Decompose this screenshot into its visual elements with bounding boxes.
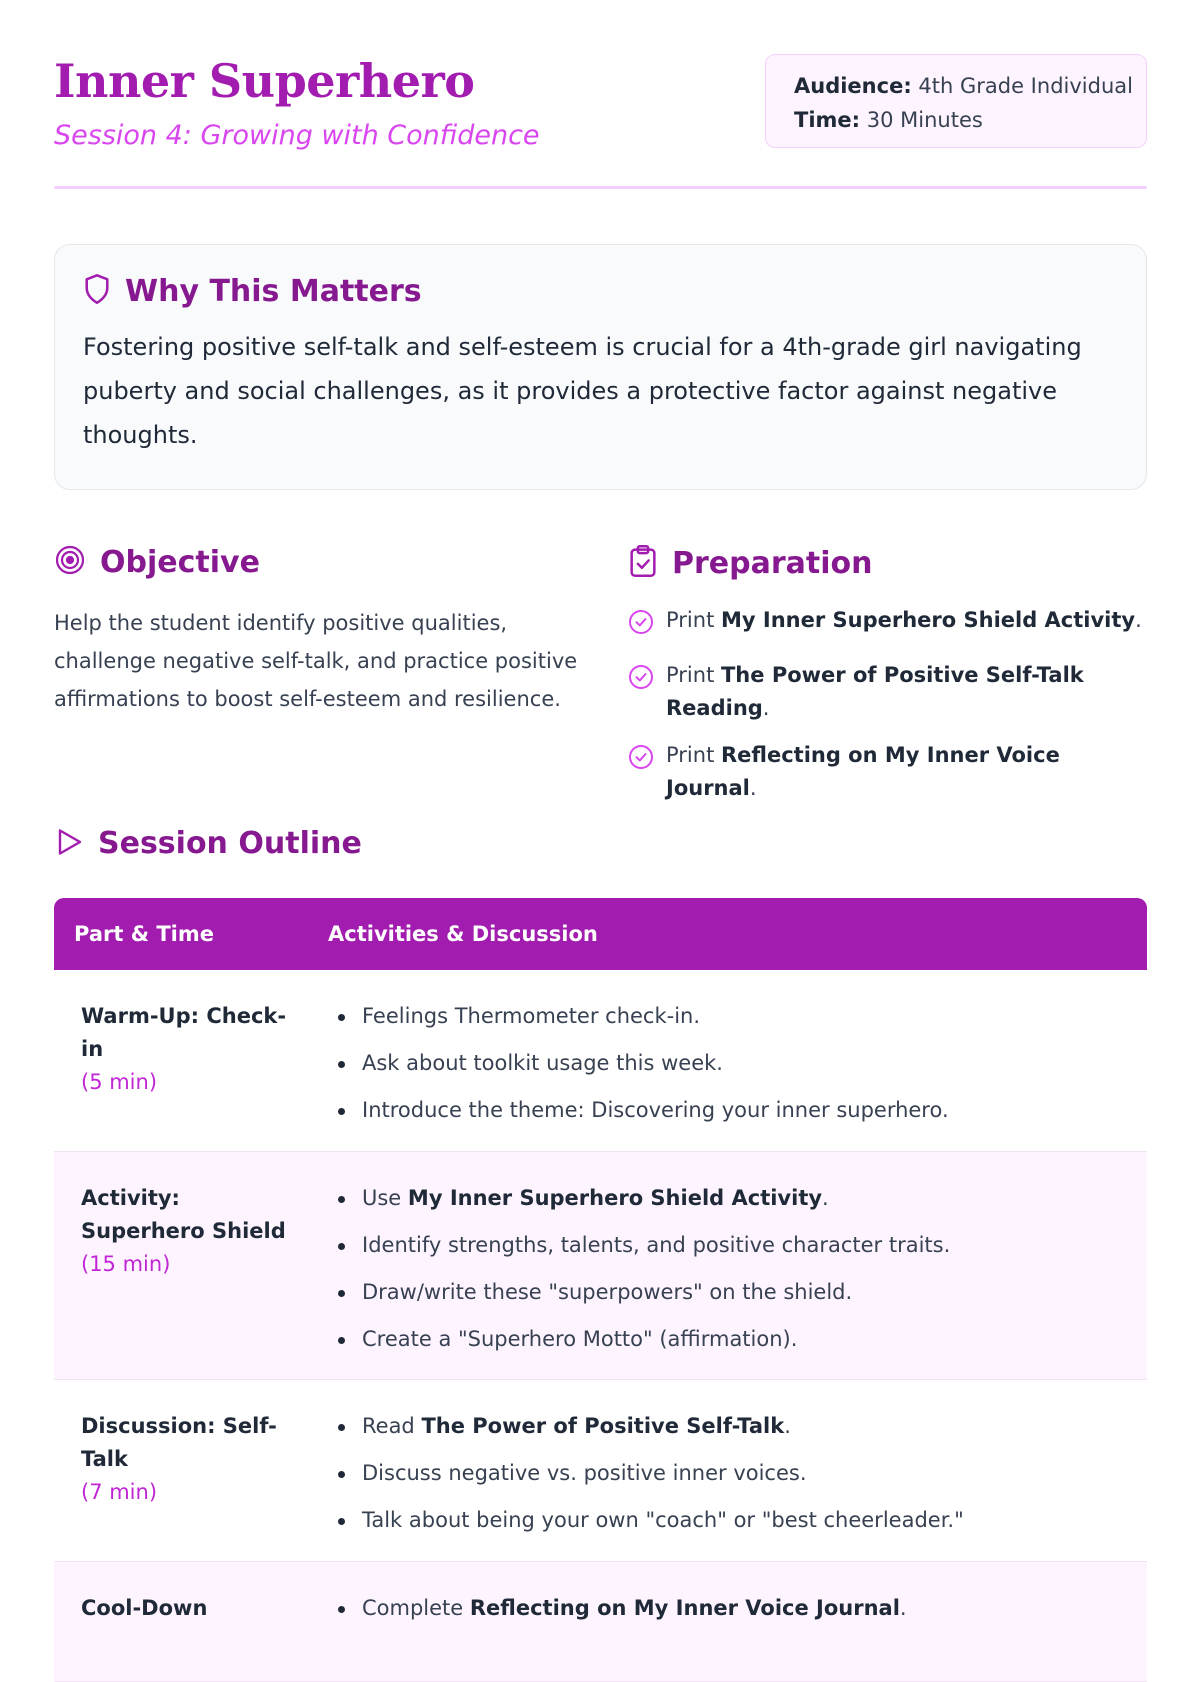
activity-list — [328, 1410, 1147, 1537]
preparation-section — [628, 544, 1148, 819]
table-row — [54, 970, 1147, 1152]
time-line — [794, 103, 1146, 137]
part-name: Cool-Down — [81, 1596, 208, 1620]
activity-item: Ask about toolkit usage this week. — [362, 1047, 1147, 1080]
table-header — [54, 898, 1147, 970]
column-header-part: Part & Time — [74, 922, 214, 946]
why-text: Fostering positive self-talk and self-esteem is crucial for a 4th-grade girl navigating puberty and social challenges, as it provides a protective factor against negative thoughts. — [83, 333, 1082, 449]
page-subtitle: Session 4: Growing with Confidence — [54, 120, 540, 151]
activity-item: Discuss negative vs. positive inner voices. — [362, 1457, 1147, 1490]
prep-prefix: Print — [666, 663, 721, 687]
audience-line — [794, 69, 1146, 103]
check-circle-icon — [628, 664, 654, 725]
prep-prefix: Print — [666, 608, 721, 632]
why-card — [54, 244, 1147, 490]
activity-list — [328, 1182, 1147, 1356]
activity-item: Use My Inner Superhero Shield Activity. — [362, 1182, 1147, 1215]
activity-list — [328, 1592, 1147, 1625]
part-name: Discussion: Self-Talk — [81, 1414, 277, 1471]
table-row — [54, 1152, 1147, 1380]
prep-doc: Reflecting on My Inner Voice Journal — [666, 743, 1060, 800]
prep-suffix: . — [762, 696, 770, 720]
preparation-list — [628, 604, 1148, 805]
activity-item: Identify strengths, talents, and positive character traits. — [362, 1229, 1147, 1262]
part-name: Warm-Up: Check-in — [81, 1004, 287, 1061]
outline-title: Session Outline — [98, 826, 362, 861]
column-header-activities: Activities & Discussion — [328, 922, 598, 946]
shield-icon — [83, 273, 111, 309]
preparation-heading — [628, 544, 1148, 582]
play-icon — [54, 827, 84, 861]
prep-item — [628, 604, 1148, 645]
preparation-title: Preparation — [672, 545, 873, 581]
outline-heading — [54, 826, 362, 861]
part-time: (15 min) — [81, 1252, 171, 1276]
time-value: 30 Minutes — [866, 108, 983, 132]
header — [54, 52, 1147, 152]
why-title: Why This Matters — [125, 273, 422, 309]
objective-text: Help the student identify positive qualities, challenge negative self-talk, and practice positive affirmations to boost self-esteem and resilience. — [54, 611, 578, 711]
prep-doc: My Inner Superhero Shield Activity — [720, 608, 1136, 632]
part-time: (7 min) — [81, 1480, 158, 1504]
activity-item: Draw/write these "superpowers" on the shield. — [362, 1276, 1147, 1309]
prep-suffix: . — [749, 776, 757, 800]
activity-item: Create a "Superhero Motto" (affirmation). — [362, 1323, 1147, 1356]
header-divider — [54, 186, 1147, 189]
prep-item — [628, 739, 1148, 805]
activity-item: Read The Power of Positive Self-Talk. — [362, 1410, 1147, 1443]
table-row — [54, 1562, 1147, 1682]
objective-section — [54, 544, 584, 718]
table-row — [54, 1380, 1147, 1562]
part-name: Activity: Superhero Shield — [81, 1186, 286, 1243]
part-time: (5 min) — [81, 1070, 158, 1094]
check-circle-icon — [628, 744, 654, 805]
check-circle-icon — [628, 609, 654, 645]
objective-title: Objective — [100, 544, 260, 580]
prep-doc: The Power of Positive Self-Talk Reading — [666, 663, 1084, 720]
audience-label: Audience: — [794, 74, 912, 98]
meta-box — [765, 54, 1147, 148]
prep-suffix: . — [1135, 608, 1142, 632]
session-outline-table — [54, 898, 1147, 1682]
audience-value: 4th Grade Individual — [918, 74, 1133, 98]
clipboard-check-icon — [628, 544, 658, 582]
activity-item: Talk about being your own "coach" or "best cheerleader." — [362, 1504, 1147, 1537]
activity-item: Feelings Thermometer check-in. — [362, 1000, 1147, 1033]
activity-item: Introduce the theme: Discovering your inner superhero. — [362, 1094, 1147, 1127]
page-title: Inner Superhero — [54, 54, 475, 108]
time-label: Time: — [794, 108, 861, 132]
target-icon — [54, 544, 86, 580]
objective-heading — [54, 544, 584, 580]
prep-prefix: Print — [666, 743, 721, 767]
why-heading — [83, 273, 1118, 309]
activity-list — [328, 1000, 1147, 1127]
activity-item: Complete Reflecting on My Inner Voice Journal. — [362, 1592, 1147, 1625]
prep-item — [628, 659, 1148, 725]
